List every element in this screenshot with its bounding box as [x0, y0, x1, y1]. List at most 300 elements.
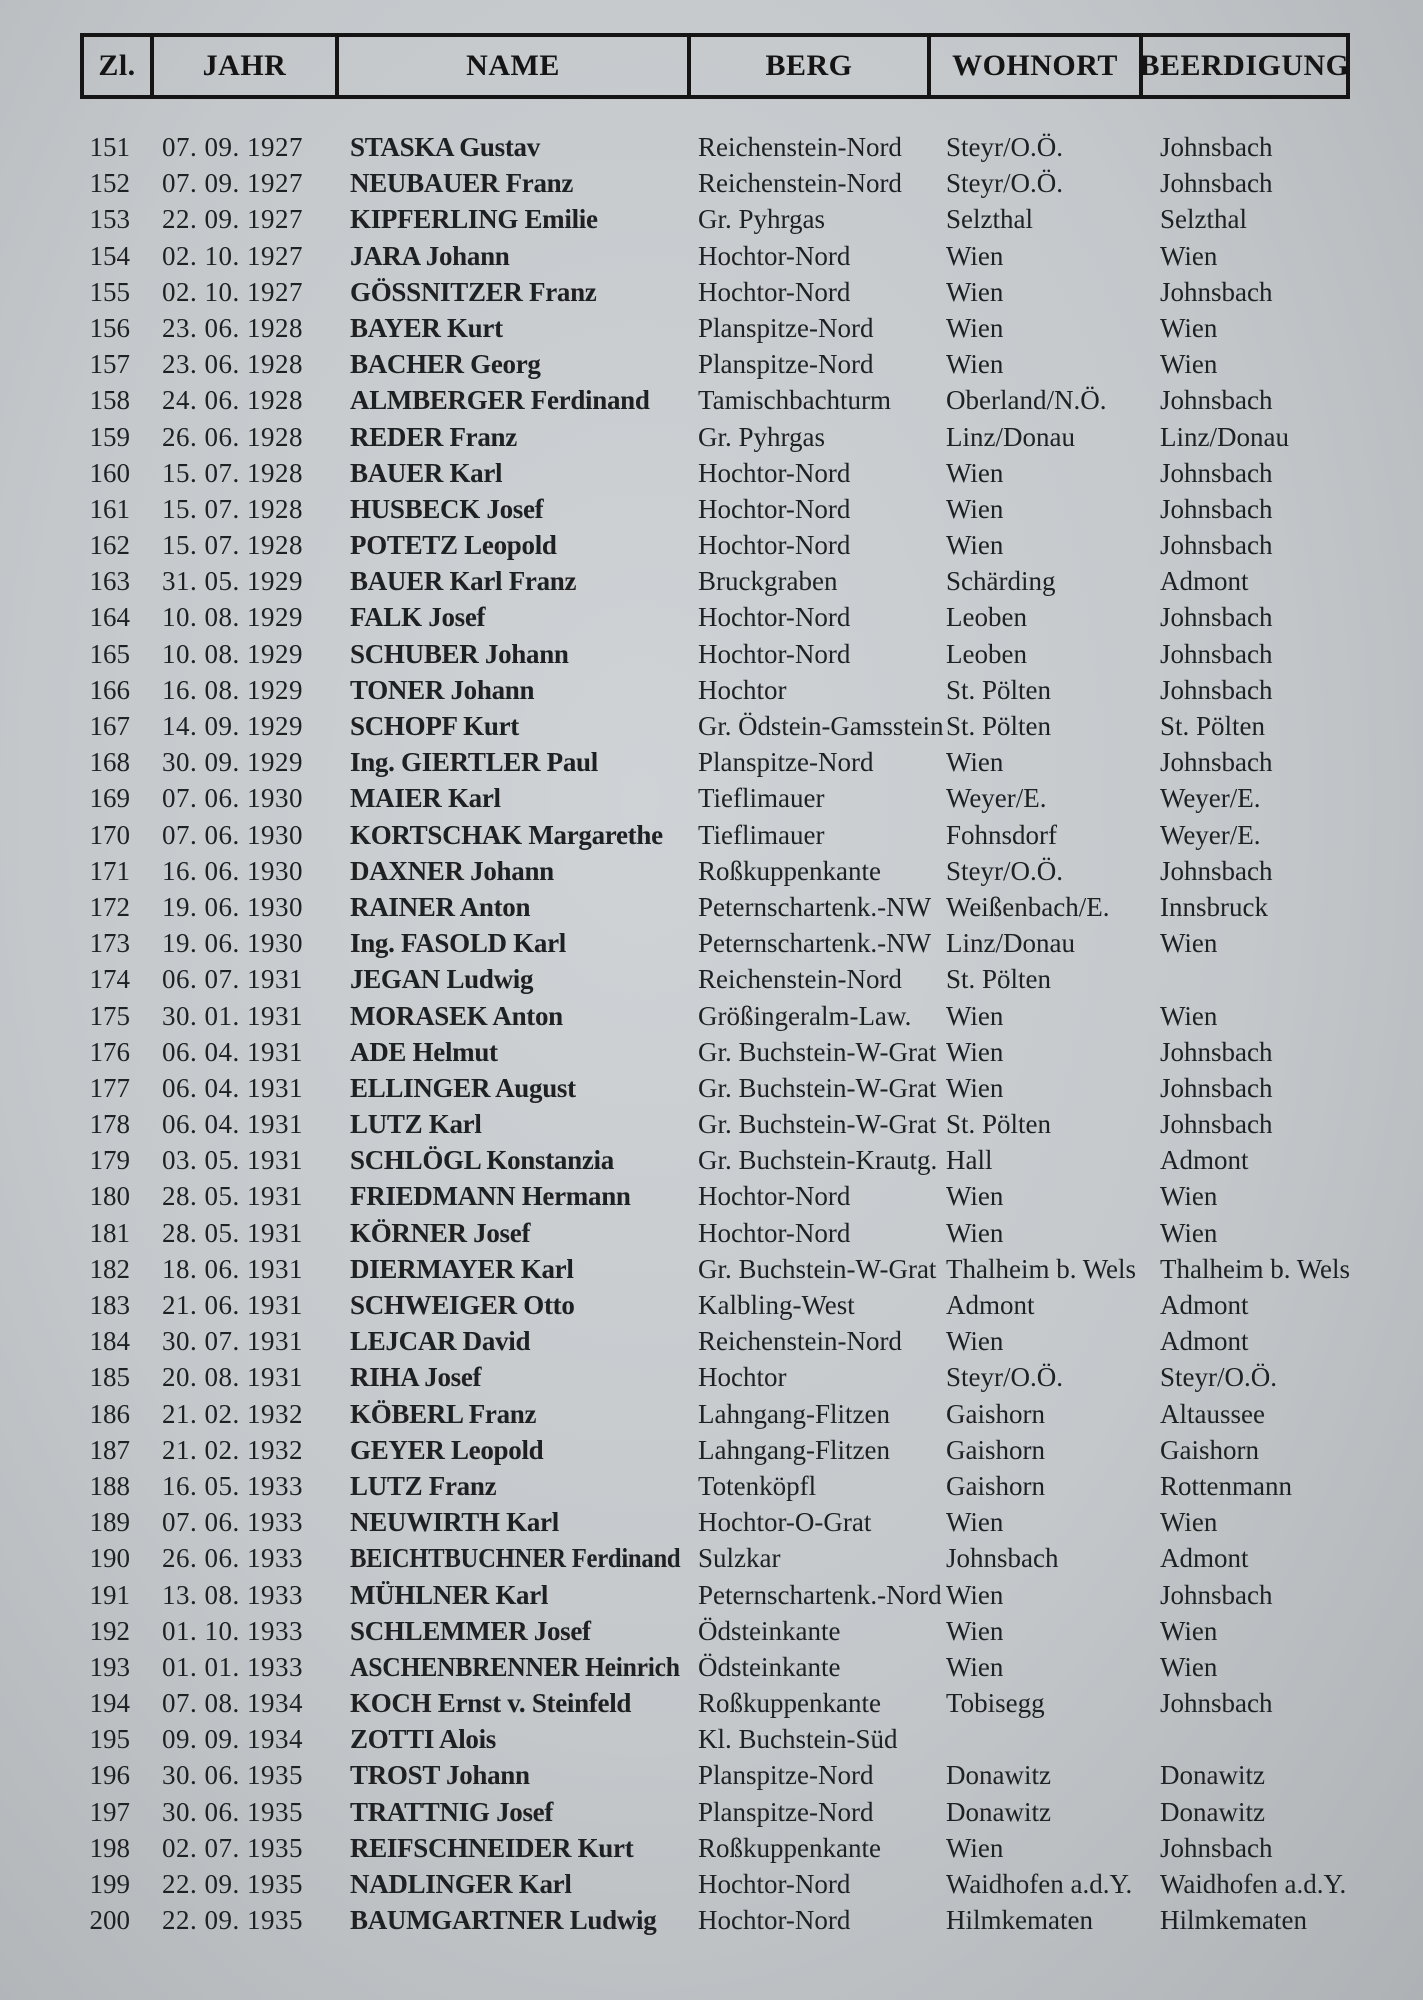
- row-number: 168: [89, 747, 130, 778]
- row-date: 19. 06. 1930: [162, 891, 303, 922]
- row-number: 190: [89, 1543, 130, 1574]
- row-date: 28. 05. 1931: [162, 1217, 303, 1248]
- table-row: [0, 709, 1423, 745]
- row-residence: St. Pölten: [946, 711, 1052, 741]
- row-name: MÜHLNER Karl: [350, 1579, 549, 1610]
- row-burial: Wien: [1160, 1181, 1218, 1212]
- row-date: 07. 08. 1934: [162, 1688, 303, 1719]
- row-number: 162: [89, 530, 130, 561]
- row-residence: Steyr/O.Ö.: [946, 1362, 1063, 1393]
- row-name: BAUMGARTNER Ludwig: [350, 1905, 657, 1936]
- row-burial: Admont: [1160, 1543, 1249, 1574]
- row-number: 200: [89, 1905, 130, 1936]
- row-number: 170: [89, 819, 130, 850]
- row-burial: Admont: [1160, 1145, 1249, 1176]
- row-number: 154: [89, 240, 130, 271]
- row-mountain: Hochtor-O-Grat: [698, 1507, 872, 1538]
- row-residence: Weißenbach/E.: [946, 891, 1110, 922]
- row-burial: Johnsbach: [1160, 602, 1273, 633]
- row-residence: Oberland/N.Ö.: [946, 385, 1107, 416]
- row-name: LUTZ Franz: [350, 1470, 497, 1501]
- row-date: 23. 06. 1928: [162, 349, 303, 380]
- table-row: [0, 1288, 1423, 1324]
- row-burial: Steyr/O.Ö.: [1160, 1362, 1277, 1393]
- row-name: SCHWEIGER Otto: [350, 1290, 575, 1320]
- row-number: 158: [89, 385, 130, 416]
- row-number: 159: [89, 421, 130, 452]
- table-row: [0, 1071, 1423, 1107]
- table-row: [0, 1795, 1423, 1831]
- row-burial: Admont: [1160, 1326, 1249, 1357]
- row-burial: Johnsbach: [1160, 674, 1273, 705]
- row-name: MORASEK Anton: [350, 1000, 563, 1031]
- row-burial: Johnsbach: [1160, 457, 1273, 488]
- row-name: KORTSCHAK Margarethe: [350, 819, 663, 850]
- row-name: SCHUBER Johann: [350, 638, 569, 669]
- table-row: [0, 1722, 1423, 1758]
- row-residence: Schärding: [946, 566, 1056, 597]
- row-burial: Johnsbach: [1160, 1036, 1273, 1067]
- row-date: 30. 09. 1929: [162, 747, 303, 778]
- row-burial: Wien: [1160, 1651, 1218, 1682]
- table-row: [0, 1903, 1423, 1939]
- table-row: [0, 1831, 1423, 1867]
- row-number: 155: [89, 276, 130, 307]
- row-residence: Wien: [946, 1579, 1004, 1610]
- table-row: [0, 564, 1423, 600]
- row-date: 06. 04. 1931: [162, 1072, 303, 1103]
- row-number: 165: [89, 638, 130, 669]
- row-residence: Wien: [946, 276, 1004, 307]
- row-number: 152: [89, 168, 130, 199]
- row-burial: Selzthal: [1160, 204, 1247, 235]
- row-name: LUTZ Karl: [350, 1109, 482, 1140]
- row-mountain: Hochtor-Nord: [698, 638, 851, 669]
- row-mountain: Gr. Buchstein-W-Grat: [698, 1109, 937, 1140]
- row-number: 180: [89, 1181, 130, 1212]
- row-mountain: Gr. Pyhrgas: [698, 204, 826, 235]
- row-burial: Johnsbach: [1160, 530, 1273, 561]
- row-date: 13. 08. 1933: [162, 1579, 303, 1610]
- table-row: [0, 239, 1423, 275]
- row-burial: Weyer/E.: [1160, 783, 1261, 814]
- row-date: 07. 06. 1933: [162, 1507, 303, 1538]
- row-mountain: Tieflimauer: [698, 819, 825, 850]
- table-row: [0, 1179, 1423, 1215]
- row-name: SCHLÖGL Konstanzia: [350, 1145, 614, 1176]
- table-row: [0, 456, 1423, 492]
- header-wohnort: WOHNORT: [931, 37, 1143, 95]
- row-name: ALMBERGER Ferdinand: [350, 385, 650, 416]
- table-row: [0, 1650, 1423, 1686]
- row-number: 196: [89, 1760, 130, 1791]
- row-residence: Wien: [946, 1072, 1004, 1103]
- row-date: 07. 06. 1930: [162, 819, 303, 850]
- row-name: ASCHENBRENNER Heinrich: [350, 1651, 680, 1682]
- row-number: 166: [89, 674, 130, 705]
- row-number: 176: [89, 1036, 130, 1067]
- row-mountain: Peternschartenk.-Nord: [698, 1579, 942, 1610]
- row-mountain: Hochtor-Nord: [698, 240, 851, 271]
- row-mountain: Gr. Buchstein-W-Grat: [698, 1253, 937, 1284]
- row-residence: Fohnsdorf: [946, 819, 1058, 850]
- table-row: [0, 854, 1423, 890]
- row-burial: Admont: [1160, 1290, 1249, 1320]
- row-mountain: Gr. Buchstein-W-Grat: [698, 1072, 937, 1103]
- row-burial: Johnsbach: [1160, 493, 1273, 524]
- row-residence: Hall: [946, 1145, 993, 1176]
- row-name: POTETZ Leopold: [350, 530, 557, 561]
- table-row: [0, 962, 1423, 998]
- row-mountain: Roßkuppenkante: [698, 1688, 881, 1719]
- row-number: 181: [89, 1217, 130, 1248]
- row-burial: Altaussee: [1160, 1398, 1265, 1429]
- row-number: 197: [89, 1796, 130, 1827]
- row-date: 07. 09. 1927: [162, 168, 303, 199]
- row-burial: Wien: [1160, 240, 1218, 271]
- table-row: [0, 781, 1423, 817]
- row-residence: Admont: [946, 1290, 1035, 1320]
- row-date: 21. 02. 1932: [162, 1434, 303, 1465]
- row-burial: Linz/Donau: [1160, 421, 1289, 452]
- row-burial: Wien: [1160, 349, 1218, 380]
- row-mountain: Planspitze-Nord: [698, 747, 874, 778]
- row-mountain: Hochtor-Nord: [698, 602, 851, 633]
- row-burial: Wien: [1160, 928, 1218, 959]
- row-name: ZOTTI Alois: [350, 1724, 497, 1755]
- row-number: 171: [89, 855, 130, 886]
- row-date: 02. 10. 1927: [162, 276, 303, 307]
- row-mountain: Reichenstein-Nord: [698, 1326, 902, 1357]
- table-row: [0, 1541, 1423, 1577]
- row-residence: St. Pölten: [946, 1109, 1052, 1140]
- table-row: [0, 1324, 1423, 1360]
- row-date: 03. 05. 1931: [162, 1145, 303, 1176]
- row-mountain: Peternschartenk.-NW: [698, 891, 932, 922]
- row-residence: Wien: [946, 493, 1004, 524]
- row-name: SCHLEMMER Josef: [350, 1615, 591, 1646]
- table-body: [0, 130, 1423, 1939]
- table-row: [0, 745, 1423, 781]
- row-mountain: Gr. Buchstein-W-Grat: [698, 1036, 937, 1067]
- table-row: [0, 926, 1423, 962]
- row-number: 187: [89, 1434, 130, 1465]
- table-row: [0, 890, 1423, 926]
- row-date: 07. 09. 1927: [162, 132, 303, 162]
- row-date: 16. 06. 1930: [162, 855, 303, 886]
- row-mountain: Reichenstein-Nord: [698, 168, 902, 199]
- row-residence: Wien: [946, 1181, 1004, 1212]
- row-name: FALK Josef: [350, 602, 486, 633]
- row-date: 19. 06. 1930: [162, 928, 303, 959]
- row-name: GEYER Leopold: [350, 1434, 544, 1465]
- row-burial: Johnsbach: [1160, 638, 1273, 669]
- row-burial: Thalheim b. Wels: [1160, 1253, 1351, 1284]
- row-number: 198: [89, 1832, 130, 1863]
- row-burial: Wien: [1160, 1217, 1218, 1248]
- row-burial: Wien: [1160, 1507, 1218, 1538]
- row-mountain: Hochtor-Nord: [698, 1181, 851, 1212]
- row-number: 192: [89, 1615, 130, 1646]
- row-mountain: Ödsteinkante: [698, 1651, 841, 1682]
- row-burial: Rottenmann: [1160, 1470, 1292, 1501]
- row-date: 02. 10. 1927: [162, 240, 303, 271]
- table-row: [0, 673, 1423, 709]
- row-number: 195: [89, 1724, 130, 1755]
- row-burial: Wien: [1160, 1615, 1218, 1646]
- row-burial: Wien: [1160, 312, 1218, 343]
- row-burial: Johnsbach: [1160, 1072, 1273, 1103]
- row-mountain: Tieflimauer: [698, 783, 825, 814]
- table-row: [0, 347, 1423, 383]
- row-date: 26. 06. 1933: [162, 1543, 303, 1574]
- header-berg: BERG: [691, 37, 931, 95]
- row-name: STASKA Gustav: [350, 132, 540, 162]
- row-residence: Leoben: [946, 638, 1027, 669]
- row-number: 164: [89, 602, 130, 633]
- header-zl: Zl.: [84, 37, 154, 95]
- row-residence: Wien: [946, 1832, 1004, 1863]
- table-row: [0, 420, 1423, 456]
- row-mountain: Totenköpfl: [698, 1470, 817, 1501]
- row-mountain: Peternschartenk.-NW: [698, 928, 932, 959]
- row-name: BAUER Karl: [350, 457, 503, 488]
- row-residence: Wien: [946, 1217, 1004, 1248]
- row-mountain: Planspitze-Nord: [698, 1796, 874, 1827]
- row-name: NADLINGER Karl: [350, 1869, 572, 1899]
- row-date: 02. 07. 1935: [162, 1832, 303, 1863]
- table-row: [0, 1758, 1423, 1794]
- row-number: 182: [89, 1253, 130, 1284]
- row-date: 26. 06. 1928: [162, 421, 303, 452]
- row-burial: Johnsbach: [1160, 855, 1273, 886]
- row-burial: St. Pölten: [1160, 711, 1266, 741]
- row-residence: St. Pölten: [946, 964, 1052, 995]
- row-residence: Linz/Donau: [946, 421, 1075, 452]
- row-number: 167: [89, 711, 130, 741]
- row-name: JEGAN Ludwig: [350, 964, 534, 995]
- row-number: 179: [89, 1145, 130, 1176]
- row-number: 178: [89, 1109, 130, 1140]
- row-name: JARA Johann: [350, 240, 510, 271]
- row-name: DAXNER Johann: [350, 855, 554, 886]
- row-burial: Weyer/E.: [1160, 819, 1261, 850]
- row-date: 06. 04. 1931: [162, 1109, 303, 1140]
- row-name: ADE Helmut: [350, 1036, 498, 1067]
- table-row: [0, 166, 1423, 202]
- row-number: 199: [89, 1869, 130, 1899]
- row-residence: Gaishorn: [946, 1434, 1045, 1465]
- row-burial: Waidhofen a.d.Y.: [1160, 1869, 1347, 1899]
- row-mountain: Hochtor-Nord: [698, 1905, 851, 1936]
- row-number: 185: [89, 1362, 130, 1393]
- row-residence: Waidhofen a.d.Y.: [946, 1869, 1133, 1899]
- row-burial: Johnsbach: [1160, 168, 1273, 199]
- row-date: 22. 09. 1935: [162, 1905, 303, 1936]
- row-date: 22. 09. 1927: [162, 204, 303, 235]
- row-name: KOCH Ernst v. Steinfeld: [350, 1688, 632, 1719]
- table-row: [0, 383, 1423, 419]
- row-date: 30. 01. 1931: [162, 1000, 303, 1031]
- row-number: 160: [89, 457, 130, 488]
- row-number: 173: [89, 928, 130, 959]
- row-number: 174: [89, 964, 130, 995]
- row-number: 151: [89, 132, 130, 162]
- table-row: [0, 202, 1423, 238]
- row-name: RIHA Josef: [350, 1362, 482, 1393]
- table-row: [0, 1216, 1423, 1252]
- row-name: REDER Franz: [350, 421, 517, 452]
- row-name: TRATTNIG Josef: [350, 1796, 554, 1827]
- row-name: NEUWIRTH Karl: [350, 1507, 559, 1538]
- table-row: [0, 1469, 1423, 1505]
- row-date: 30. 06. 1935: [162, 1796, 303, 1827]
- row-number: 191: [89, 1579, 130, 1610]
- row-residence: Hilmkematen: [946, 1905, 1093, 1936]
- table-row: [0, 1578, 1423, 1614]
- row-residence: Wien: [946, 457, 1004, 488]
- row-name: DIERMAYER Karl: [350, 1253, 574, 1284]
- table-row: [0, 1107, 1423, 1143]
- row-name: HUSBECK Josef: [350, 493, 544, 524]
- row-burial: Admont: [1160, 566, 1249, 597]
- row-residence: Donawitz: [946, 1760, 1051, 1791]
- row-name: MAIER Karl: [350, 783, 501, 814]
- row-burial: Gaishorn: [1160, 1434, 1259, 1465]
- row-date: 21. 02. 1932: [162, 1398, 303, 1429]
- row-mountain: Bruckgraben: [698, 566, 838, 597]
- row-residence: Steyr/O.Ö.: [946, 132, 1063, 162]
- row-mountain: Reichenstein-Nord: [698, 964, 902, 995]
- row-name: NEUBAUER Franz: [350, 168, 574, 199]
- row-mountain: Kl. Buchstein-Süd: [698, 1724, 898, 1755]
- row-mountain: Lahngang-Flitzen: [698, 1434, 890, 1465]
- row-burial: Johnsbach: [1160, 1579, 1273, 1610]
- row-burial: Johnsbach: [1160, 1832, 1273, 1863]
- row-number: 157: [89, 349, 130, 380]
- row-date: 07. 06. 1930: [162, 783, 303, 814]
- row-mountain: Hochtor: [698, 1362, 787, 1393]
- row-date: 06. 07. 1931: [162, 964, 303, 995]
- row-residence: Gaishorn: [946, 1398, 1045, 1429]
- row-burial: Donawitz: [1160, 1760, 1265, 1791]
- row-mountain: Hochtor-Nord: [698, 493, 851, 524]
- table-row: [0, 1614, 1423, 1650]
- row-date: 22. 09. 1935: [162, 1869, 303, 1899]
- row-burial: Innsbruck: [1160, 891, 1268, 922]
- row-date: 01. 10. 1933: [162, 1615, 303, 1646]
- row-date: 16. 08. 1929: [162, 674, 303, 705]
- row-number: 186: [89, 1398, 130, 1429]
- row-residence: Wien: [946, 1615, 1004, 1646]
- row-residence: Wien: [946, 1036, 1004, 1067]
- row-burial: Johnsbach: [1160, 1109, 1273, 1140]
- table-row: [0, 818, 1423, 854]
- row-mountain: Roßkuppenkante: [698, 1832, 881, 1863]
- row-date: 18. 06. 1931: [162, 1253, 303, 1284]
- header-beerdigung: BEERDIGUNG: [1139, 49, 1350, 82]
- row-number: 175: [89, 1000, 130, 1031]
- row-name: RAINER Anton: [350, 891, 531, 922]
- row-name: KÖRNER Josef: [350, 1217, 531, 1248]
- row-number: 189: [89, 1507, 130, 1538]
- row-mountain: Hochtor-Nord: [698, 1217, 851, 1248]
- row-mountain: Gr. Ödstein-Gamsstein: [698, 711, 944, 741]
- row-burial: Johnsbach: [1160, 132, 1273, 162]
- row-burial: Wien: [1160, 1000, 1218, 1031]
- table-row: [0, 1505, 1423, 1541]
- row-burial: Hilmkematen: [1160, 1905, 1307, 1936]
- row-date: 06. 04. 1931: [162, 1036, 303, 1067]
- row-name: BAYER Kurt: [350, 312, 503, 343]
- row-mountain: Planspitze-Nord: [698, 1760, 874, 1791]
- row-number: 169: [89, 783, 130, 814]
- row-date: 28. 05. 1931: [162, 1181, 303, 1212]
- row-mountain: Hochtor-Nord: [698, 530, 851, 561]
- row-name: GÖSSNITZER Franz: [350, 276, 597, 307]
- row-residence: Wien: [946, 349, 1004, 380]
- row-residence: Selzthal: [946, 204, 1033, 235]
- row-name: KÖBERL Franz: [350, 1398, 537, 1429]
- row-burial: Johnsbach: [1160, 1688, 1273, 1719]
- row-residence: Steyr/O.Ö.: [946, 855, 1063, 886]
- table-row: [0, 1867, 1423, 1903]
- row-residence: Gaishorn: [946, 1470, 1045, 1501]
- row-name: TROST Johann: [350, 1760, 530, 1791]
- row-date: 15. 07. 1928: [162, 530, 303, 561]
- table-row: [0, 130, 1423, 166]
- row-burial: Johnsbach: [1160, 747, 1273, 778]
- row-mountain: Gr. Pyhrgas: [698, 421, 826, 452]
- row-residence: Linz/Donau: [946, 928, 1075, 959]
- row-date: 15. 07. 1928: [162, 457, 303, 488]
- table-row: [0, 1397, 1423, 1433]
- row-name: TONER Johann: [350, 674, 535, 705]
- row-residence: Wien: [946, 747, 1004, 778]
- row-name: LEJCAR David: [350, 1326, 531, 1357]
- row-number: 193: [89, 1651, 130, 1682]
- row-residence: Wien: [946, 312, 1004, 343]
- row-name: REIFSCHNEIDER Kurt: [350, 1832, 634, 1863]
- row-number: 184: [89, 1326, 130, 1357]
- row-burial: Johnsbach: [1160, 385, 1273, 416]
- table-row: [0, 1035, 1423, 1071]
- row-residence: Thalheim b. Wels: [946, 1253, 1137, 1284]
- row-residence: St. Pölten: [946, 674, 1052, 705]
- row-number: 161: [89, 493, 130, 524]
- row-burial: Johnsbach: [1160, 276, 1273, 307]
- row-residence: Wien: [946, 530, 1004, 561]
- row-date: 15. 07. 1928: [162, 493, 303, 524]
- row-number: 183: [89, 1290, 130, 1320]
- row-residence: Johnsbach: [946, 1543, 1059, 1574]
- table-row: [0, 492, 1423, 528]
- row-date: 09. 09. 1934: [162, 1724, 303, 1755]
- row-date: 10. 08. 1929: [162, 602, 303, 633]
- row-number: 153: [89, 204, 130, 235]
- row-mountain: Hochtor-Nord: [698, 457, 851, 488]
- row-mountain: Gr. Buchstein-Krautg.: [698, 1145, 938, 1176]
- row-mountain: Hochtor: [698, 674, 787, 705]
- row-date: 10. 08. 1929: [162, 638, 303, 669]
- row-number: 177: [89, 1072, 130, 1103]
- row-name: BEICHTBUCHNER Ferdinand: [350, 1543, 681, 1574]
- row-mountain: Kalbling-West: [698, 1290, 855, 1320]
- row-mountain: Planspitze-Nord: [698, 349, 874, 380]
- row-mountain: Sulzkar: [698, 1543, 781, 1574]
- row-residence: Wien: [946, 1000, 1004, 1031]
- row-number: 194: [89, 1688, 130, 1719]
